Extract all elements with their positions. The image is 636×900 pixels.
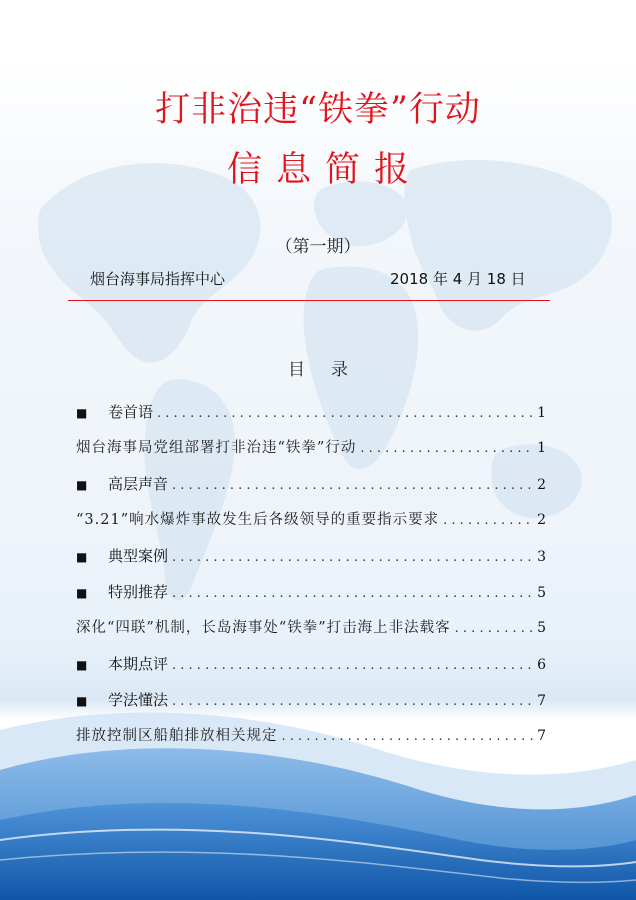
dot-leader	[172, 476, 533, 496]
issue-number: （第一期）	[275, 237, 361, 257]
toc-entry-page: 7	[537, 693, 546, 709]
toc-entry-page: 6	[537, 657, 546, 673]
toc-entry[interactable]	[76, 578, 546, 614]
toc-entry-page: 2	[537, 477, 546, 493]
toc-entry[interactable]	[76, 434, 546, 470]
toc-entry[interactable]	[76, 470, 546, 506]
toc-entry[interactable]	[76, 650, 546, 686]
issuer-name: 烟台海事局指挥中心	[90, 270, 226, 288]
toc-entry[interactable]	[76, 542, 546, 578]
toc-entry-page: 1	[537, 405, 546, 421]
dot-leader	[360, 439, 533, 459]
dot-leader	[157, 404, 533, 424]
bullet-square-icon: ■	[76, 586, 88, 600]
dot-leader	[172, 656, 533, 676]
toc-entry-page: 5	[537, 585, 546, 601]
dot-leader	[172, 584, 533, 604]
bullet-square-icon: ■	[76, 694, 88, 708]
report-title-line-1: 打非治违“铁拳”行动	[155, 90, 481, 130]
toc-entry-label: 典型案例	[108, 547, 169, 565]
toc-entry-page: 3	[537, 549, 546, 565]
toc-entry-label: 卷首语	[108, 403, 154, 421]
bullet-square-icon: ■	[76, 658, 88, 672]
toc-entry-page: 1	[537, 440, 546, 456]
continent-north-america	[38, 163, 260, 363]
toc-entry-label: 特别推荐	[108, 583, 169, 601]
toc-entry-label: 排放控制区船舶排放相关规定	[76, 728, 278, 744]
dot-leader	[172, 548, 533, 568]
toc-entry[interactable]	[76, 398, 546, 434]
toc-entry-page: 7	[537, 728, 546, 744]
toc-entry-label: 深化“四联”机制，长岛海事处“铁拳”打击海上非法载客	[76, 620, 451, 636]
dot-leader	[172, 692, 533, 712]
report-title-line-2: 信息简报	[226, 150, 423, 190]
issue-date: 2018 年 4 月 18 日	[390, 270, 526, 288]
dot-leader	[282, 727, 534, 747]
toc-entry[interactable]	[76, 614, 546, 650]
toc-entry-label: 本期点评	[108, 655, 169, 673]
toc-entry-page: 5	[537, 620, 546, 636]
toc-entry-label: 学法懂法	[108, 691, 169, 709]
toc-entry-label: 烟台海事局党组部署打非治违“铁拳”行动	[76, 440, 357, 456]
toc-heading: 目录	[288, 360, 374, 380]
dot-leader	[455, 619, 533, 639]
toc-entry[interactable]	[76, 506, 546, 542]
toc-entry[interactable]	[76, 686, 546, 722]
header-divider	[68, 300, 550, 301]
table-of-contents	[76, 398, 546, 758]
toc-entry-label: 高层声音	[108, 475, 169, 493]
bullet-square-icon: ■	[76, 478, 88, 492]
toc-entry[interactable]	[76, 722, 546, 758]
bullet-square-icon: ■	[76, 550, 88, 564]
toc-entry-page: 2	[537, 512, 546, 528]
bullet-square-icon: ■	[76, 406, 88, 420]
dot-leader	[443, 511, 533, 531]
toc-entry-label: “3.21”响水爆炸事故发生后各级领导的重要指示要求	[76, 512, 440, 528]
